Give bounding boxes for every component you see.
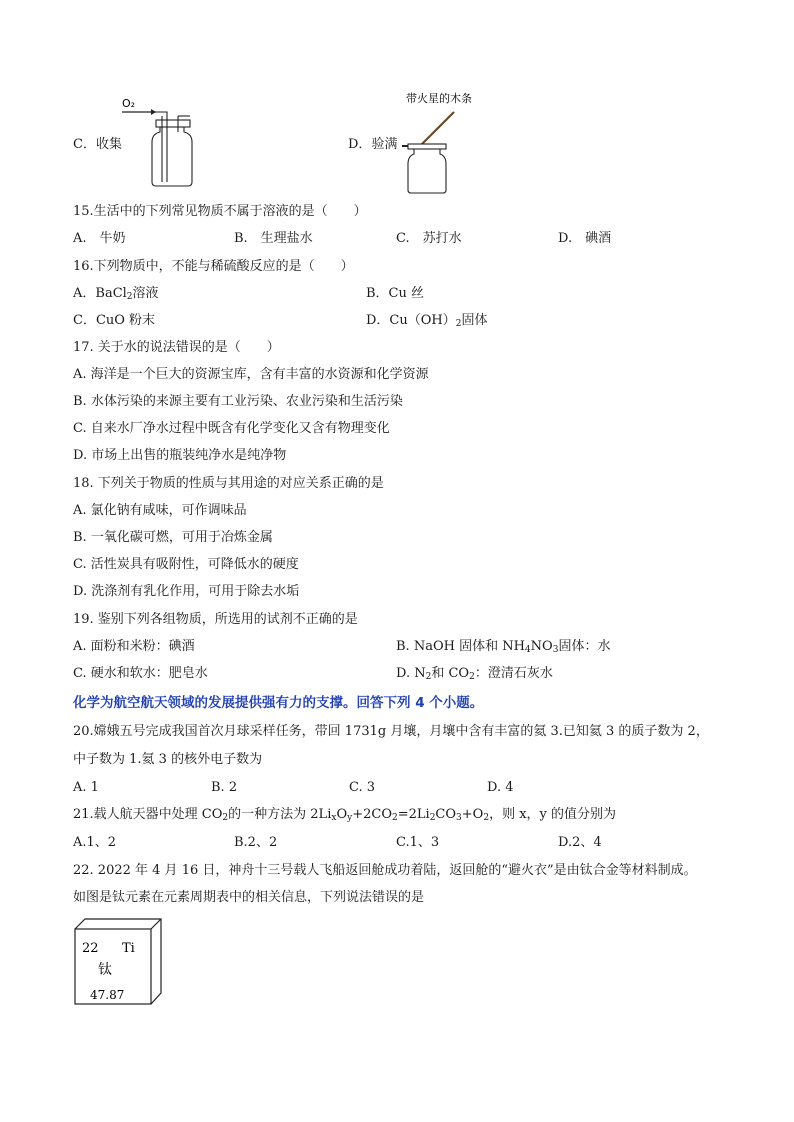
- text: 和 CO: [431, 666, 470, 681]
- q17-option-c: C. 自来水厂净水过程中既含有化学变化又含有物理变化: [73, 421, 390, 436]
- q20-option-d: D. 4: [487, 780, 514, 795]
- text: 的一种方法为 2Li: [228, 807, 332, 822]
- q15-option-b: B. 生理盐水: [234, 231, 313, 246]
- q17-stem: 17. 关于水的说法错误的是（ ）: [73, 340, 280, 355]
- option-letter: D．: [348, 137, 372, 152]
- subscript: 3: [552, 645, 559, 655]
- q16-option-a: [73, 285, 159, 303]
- q16-option-d: [366, 312, 488, 330]
- q15-option-c: C. 苏打水: [396, 231, 462, 246]
- q21-stem: [73, 806, 616, 824]
- text: ：澄清石灰水: [474, 666, 553, 681]
- element-name: 钛: [98, 962, 112, 978]
- q16-option-c: C．CuO 粉末: [73, 313, 156, 328]
- q19-option-b: [396, 638, 610, 656]
- q16-option-b: B．Cu 丝: [366, 286, 425, 301]
- subscript: 2: [391, 813, 398, 823]
- option-d-check-full: [348, 136, 397, 154]
- option-letter: C．: [73, 137, 96, 152]
- text: 固体：水: [558, 639, 611, 654]
- oxygen-full-test-figure: [394, 92, 504, 196]
- q20-stem-line2: 中子数为 1.氦 3 的核外电子数为: [73, 752, 263, 767]
- q19-stem: 19. 鉴别下列各组物质，所选用的试剂不正确的是: [73, 612, 358, 627]
- text: CO: [435, 807, 457, 822]
- subscript: y: [347, 813, 353, 823]
- subscript: 2: [483, 813, 490, 823]
- q21-option-c: C.1、3: [396, 835, 440, 850]
- text: 固体: [461, 313, 488, 328]
- glowing-stick-label: 带火星的木条: [406, 92, 472, 105]
- text: 溶液: [132, 286, 159, 301]
- atomic-mass: 47.87: [90, 988, 125, 1002]
- text: NO: [530, 639, 553, 654]
- q19-option-a: A. 面粉和米粉：碘酒: [73, 639, 195, 654]
- subscript: 4: [524, 645, 531, 655]
- q18-option-b: B. 一氧化碳可燃，可用于冶炼金属: [73, 530, 273, 545]
- text: ，则 x，y 的值分别为: [489, 807, 617, 822]
- option-text: 验满: [371, 137, 398, 152]
- option-c-collect: [73, 136, 122, 154]
- subscript: 2: [126, 292, 133, 302]
- q18-option-a: A. 氯化钠有咸味，可作调味品: [73, 503, 247, 518]
- q16-stem: 16.下列物质中，不能与稀硫酸反应的是（ ）: [73, 259, 354, 274]
- q21-option-b: B.2、2: [234, 835, 278, 850]
- q22-stem-line1: 22. 2022 年 4 月 16 日，神舟十三号载人飞船返回舱成功着陆，返回舱的“避火衣”是由钛合金等材料制成。: [73, 863, 697, 878]
- subscript: 2: [222, 813, 229, 823]
- q15-option-a: A. 牛奶: [73, 231, 126, 246]
- text: =2Li: [397, 807, 430, 822]
- q19-option-c: C. 硬水和软水：肥皂水: [73, 666, 208, 681]
- q17-option-b: B. 水体污染的来源主要有工业污染、农业污染和生活污染: [73, 394, 403, 409]
- text: D．Cu（OH）: [366, 313, 456, 328]
- q20-option-c: C. 3: [349, 780, 376, 795]
- subscript: 2: [429, 813, 436, 823]
- q20-option-b: B. 2: [211, 780, 238, 795]
- q20-option-a: A. 1: [73, 780, 99, 795]
- q18-option-c: C. 活性炭具有吸附性，可降低水的硬度: [73, 557, 299, 572]
- q18-option-d: D. 洗涤剂有乳化作用，可用于除去水垢: [73, 584, 300, 599]
- q21-option-d: D.2、4: [558, 835, 602, 850]
- q22-stem-line2: 如图是钛元素在元素周期表中的相关信息，下列说法错误的是: [73, 890, 425, 905]
- text: B. NaOH 固体和 NH: [396, 639, 525, 654]
- q20-stem-line1: 20.嫦娥五号完成我国首次月球采样任务，带回 1731g 月壤，月壤中含有丰富的氦 3.已知氦 3 的质子数为 2，: [73, 724, 709, 739]
- q19-option-d: [396, 665, 553, 683]
- text: O: [336, 807, 348, 822]
- subscript: x: [331, 813, 337, 823]
- q15-stem: 15.生活中的下列常见物质不属于溶液的是（ ）: [73, 204, 367, 219]
- q15-option-d: D. 碘酒: [558, 231, 612, 246]
- q21-option-a: A.1、2: [73, 835, 117, 850]
- titanium-element-tile: [74, 918, 162, 1006]
- element-symbol: Ti: [122, 941, 135, 956]
- text: +2CO: [352, 807, 392, 822]
- subscript: 2: [455, 319, 462, 329]
- gas-collection-bottle-figure: [118, 98, 198, 190]
- text: D. N: [396, 666, 426, 681]
- q17-option-d: D. 市场上出售的瓶装纯净水是纯净物: [73, 448, 287, 463]
- subscript: 3: [456, 813, 462, 823]
- o2-label: O₂: [122, 97, 136, 110]
- subscript: 2: [425, 672, 432, 682]
- q18-stem: 18. 下列关于物质的性质与其用途的对应关系正确的是: [73, 476, 384, 491]
- subscript: 2: [469, 672, 475, 682]
- text: +O: [461, 807, 484, 822]
- q17-option-a: A. 海洋是一个巨大的资源宝库，含有丰富的水资源和化学资源: [73, 367, 429, 382]
- option-text: 收集: [95, 137, 122, 152]
- text: 21.载人航天器中处理 CO: [73, 807, 223, 822]
- atomic-number: 22: [82, 941, 99, 956]
- text: A．BaCl: [73, 286, 127, 301]
- section-heading: 化学为航空航天领域的发展提供强有力的支撑。回答下列 4 个小题。: [73, 695, 484, 711]
